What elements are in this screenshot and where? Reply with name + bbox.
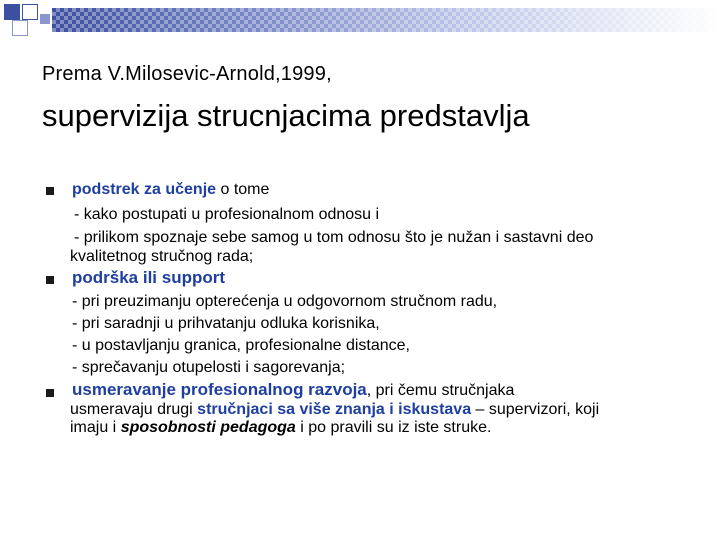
- item-1-line-3: kvalitetnog stručnog rada;: [70, 248, 254, 265]
- item-3-line-3-emphasis: sposobnosti pedagoga: [120, 419, 296, 436]
- item-1-heading: podstrek za učenje: [72, 181, 217, 198]
- item-2-line-3: - u postavljanju granica, profesionalne distance,: [72, 337, 410, 354]
- item-3-line-2-emphasis: stručnjaci sa više znanja i iskustava: [197, 401, 472, 418]
- bullet-icon: [46, 187, 54, 195]
- item-3-line-3-a: imaju i: [70, 419, 121, 436]
- header-band-pattern: [52, 8, 720, 32]
- header-square-small: [40, 14, 50, 24]
- item-3-heading: usmeravanje profesionalnog razvoja: [72, 380, 367, 399]
- item-1-heading-suffix: o tome: [216, 181, 270, 198]
- item-1-line-2: - prilikom spoznaje sebe samog u tom odnosu što je nužan i sastavni deo: [74, 229, 594, 246]
- item-3-heading-suffix: , pri čemu stručnjaka: [366, 382, 515, 399]
- item-3-line-3: [70, 419, 491, 437]
- item-3-line-3-c: i po pravili su iz iste struke.: [295, 419, 492, 436]
- bullet-icon: [46, 276, 54, 284]
- item-2-heading-line: [72, 268, 225, 288]
- header-square-dark: [4, 4, 20, 20]
- slide-title: supervizija strucnjacima predstavlja: [42, 98, 530, 133]
- item-2-heading: podrška ili support: [72, 268, 226, 287]
- item-3-line-2-a: usmeravaju drugi: [70, 401, 198, 418]
- item-3-line-2: [70, 401, 599, 419]
- bullet-icon: [46, 389, 54, 397]
- item-1-line-1: - kako postupati u profesionalnom odnosu i: [74, 206, 380, 223]
- slide-subtitle: Prema V.Milosevic-Arnold,1999,: [42, 63, 332, 85]
- header-square-light: [12, 20, 28, 36]
- item-3-heading-line: [72, 380, 514, 400]
- item-1-heading-line: [72, 181, 269, 199]
- header-square-outline: [22, 4, 38, 20]
- item-2-line-1: - pri preuzimanju opterećenja u odgovornom stručnom radu,: [72, 293, 498, 310]
- item-2-line-2: - pri saradnji u prihvatanju odluka korisnika,: [72, 315, 380, 332]
- item-2-line-4: - sprečavanju otupelosti i sagorevanja;: [72, 359, 346, 376]
- item-3-line-2-c: – supervizori, koji: [471, 401, 600, 418]
